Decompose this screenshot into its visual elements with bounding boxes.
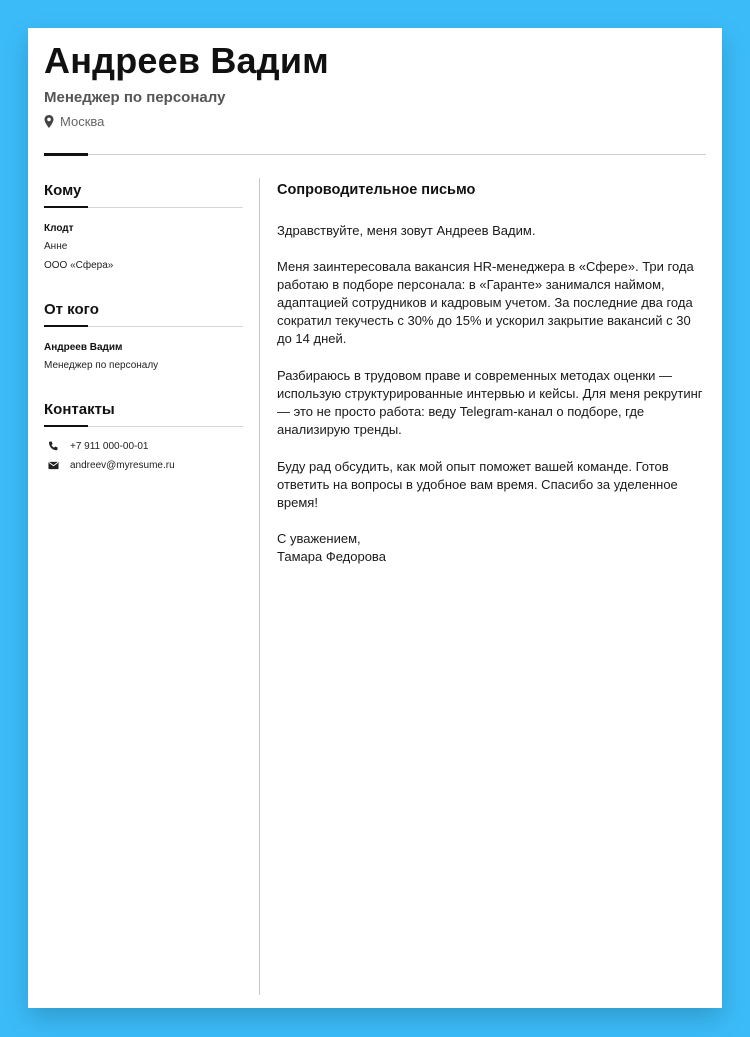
recipient-first-name: Анне <box>44 241 68 252</box>
letter-signature: Тамара Федорова <box>277 549 386 564</box>
column-divider <box>259 178 260 995</box>
header-divider-accent <box>44 153 88 156</box>
recipient-company: ООО «Сфера» <box>44 260 114 271</box>
contact-phone <box>44 441 149 452</box>
recipient-surname: Клодт <box>44 223 74 234</box>
envelope-icon <box>48 460 59 471</box>
candidate-location <box>44 114 104 129</box>
letter-paragraph-3: Буду рад обсудить, как мой опыт поможет вашей команде. Готов ответить на вопросы в удобное вам время. Спасибо за уделенное время! <box>277 459 678 510</box>
letter-closing: С уважением, <box>277 531 361 546</box>
from-section-rule-accent <box>44 325 88 327</box>
to-section-title: Кому <box>44 182 82 199</box>
location-text: Москва <box>60 114 105 129</box>
phone-text[interactable]: +7 911 000-00-01 <box>70 441 149 452</box>
to-section-rule-accent <box>44 206 88 208</box>
letter-greeting: Здравствуйте, меня зовут Андреев Вадим. <box>277 223 536 238</box>
resume-page <box>28 28 722 1008</box>
letter-paragraph-2: Разбираюсь в трудовом праве и современных методах оценки — использую структурированные интервью и кейсы. Для меня рекрутинг — это не просто работа: веду Telegram-канал о подборе, где анализирую тренды. <box>277 368 703 437</box>
email-text[interactable]: andreev@myresume.ru <box>70 460 175 471</box>
sender-position: Менеджер по персоналу <box>44 360 159 371</box>
candidate-position: Менеджер по персоналу <box>44 89 226 106</box>
header-divider <box>44 154 706 155</box>
letter-title: Сопроводительное письмо <box>277 182 476 198</box>
contacts-section-rule-accent <box>44 425 88 427</box>
letter-paragraph-1: Меня заинтересовала вакансия HR-менеджера в «Сфере». Три года работаю в подборе персонала: в «Гаранте» занимался наймом, адаптацией сотрудников и кадровым учетом. За последние два года сократил текучесть с 30% до 15% и ускорил закрытие вакансий с 30 до 14 дней. <box>277 259 694 346</box>
sender-name: Андреев Вадим <box>44 342 123 353</box>
contact-email <box>44 460 175 471</box>
map-pin-icon <box>44 115 54 128</box>
candidate-name: Андреев Вадим <box>44 40 329 81</box>
contacts-section-title: Контакты <box>44 401 115 418</box>
phone-icon <box>48 441 59 452</box>
from-section-title: От кого <box>44 301 99 318</box>
